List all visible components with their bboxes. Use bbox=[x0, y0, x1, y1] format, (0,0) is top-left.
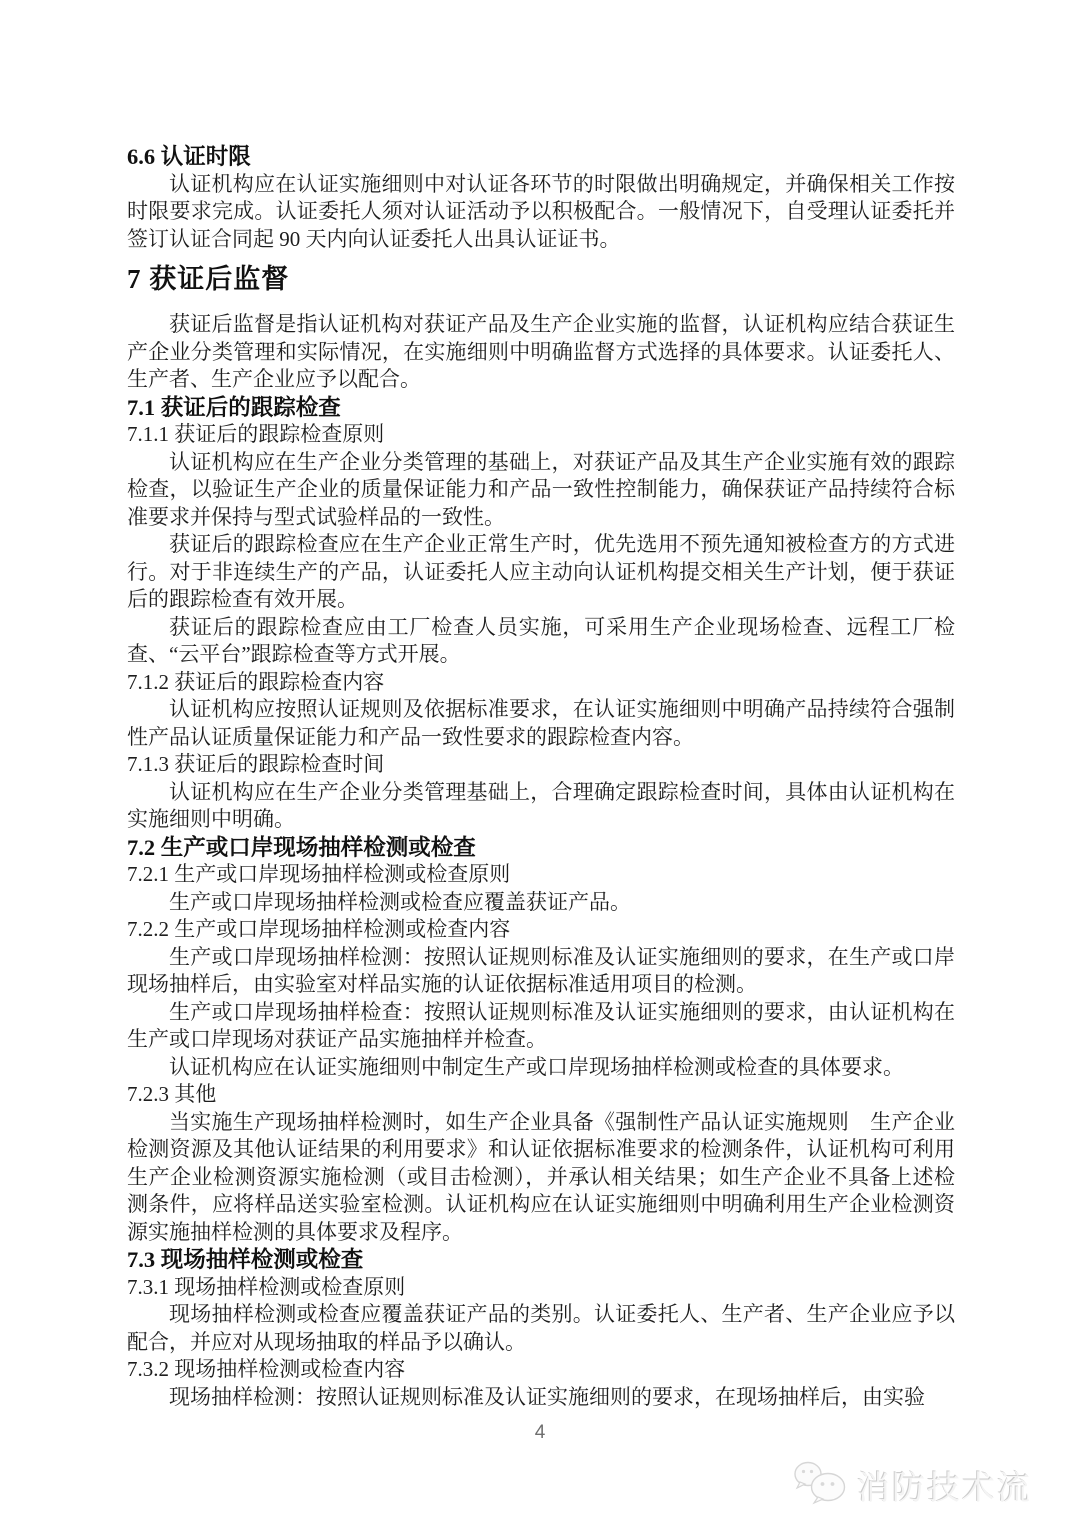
paragraph-para-7-1-2-1: 认证机构应按照认证规则及依据标准要求，在认证实施细则中明确产品持续符合强制性产品认证质量保证能力和产品一致性要求的跟踪检查内容。 bbox=[127, 697, 955, 749]
paragraph-para-7-2-2-3: 认证机构应在认证实施细则中制定生产或口岸现场抽样检测或检查的具体要求。 bbox=[169, 1054, 904, 1079]
section-heading-7-1-1: 7.1.1 获证后的跟踪检查原则 bbox=[127, 422, 385, 446]
paragraph-para-7-1-1-3: 获证后的跟踪检查应由工厂检查人员实施，可采用生产企业现场检查、远程工厂检查、“云平台”跟踪检查等方式开展。 bbox=[127, 614, 955, 666]
section-heading-7: 7 获证后监督 bbox=[127, 264, 290, 294]
paragraph-para-7-2-1-1: 生产或口岸现场抽样检测或检查应覆盖获证产品。 bbox=[169, 889, 631, 914]
paragraph-para-7-3-2-1: 现场抽样检测：按照认证规则标准及认证实施细则的要求，在现场抽样后，由实验 bbox=[169, 1384, 925, 1409]
document-content bbox=[127, 143, 955, 1411]
page-number: 4 bbox=[534, 1422, 546, 1443]
section-heading-7-3-1: 7.3.1 现场抽样检测或检查原则 bbox=[127, 1274, 406, 1299]
paragraph-para-7-1-3-1: 认证机构应在生产企业分类管理基础上，合理确定跟踪检查时间，具体由认证机构在实施细则中明确。 bbox=[127, 779, 955, 831]
section-heading-7-1-2: 7.1.2 获证后的跟踪检查内容 bbox=[127, 669, 385, 694]
section-heading-7-2-1: 7.2.1 生产或口岸现场抽样检测或检查原则 bbox=[127, 862, 511, 886]
section-heading-7-2-3: 7.2.3 其他 bbox=[127, 1082, 217, 1106]
paragraph-para-7-3-1-1: 现场抽样检测或检查应覆盖获证产品的类别。认证委托人、生产者、生产企业应予以配合，并应对从现场抽取的样品予以确认。 bbox=[127, 1302, 955, 1354]
wechat-icon bbox=[793, 1460, 847, 1511]
watermark-text: 消防技术流 bbox=[857, 1469, 1032, 1506]
section-heading-7-3-2: 7.3.2 现场抽样检测或检查内容 bbox=[127, 1357, 406, 1381]
paragraph-para-7-2-2-2: 生产或口岸现场抽样检查：按照认证规则标准及认证实施细则的要求，由认证机构在生产或口岸现场对获证产品实施抽样并检查。 bbox=[127, 999, 955, 1051]
paragraph-para-7-2-2-1: 生产或口岸现场抽样检测：按照认证规则标准及认证实施细则的要求，在生产或口岸现场抽样后，由实验室对样品实施的认证依据标准适用项目的检测。 bbox=[127, 944, 955, 996]
watermark bbox=[793, 1460, 1032, 1511]
section-heading-6-6: 6.6 认证时限 bbox=[127, 144, 251, 169]
paragraph-para-7-1-1-2: 获证后的跟踪检查应在生产企业正常生产时，优先选用不预先通知被检查方的方式进行。对于非连续生产的产品，认证委托人应主动向认证机构提交相关生产计划，便于获证后的跟踪检查有效开展。 bbox=[127, 532, 955, 611]
paragraph-para-6-6-1: 认证机构应在认证实施细则中对认证各环节的时限做出明确规定，并确保相关工作按时限要求完成。认证委托人须对认证活动予以积极配合。一般情况下，自受理认证委托并签订认证合同起 90 天内向认证委托人出具认证证书。 bbox=[127, 171, 955, 251]
section-heading-7-1: 7.1 获证后的跟踪检查 bbox=[127, 394, 341, 420]
section-heading-7-3: 7.3 现场抽样检测或检查 bbox=[127, 1247, 364, 1272]
paragraph-para-7-2-3-1: 当实施生产现场抽样检测时，如生产企业具备《强制性产品认证实施规则 生产企业检测资源及其他认证结果的利用要求》和认证依据标准要求的检测条件，认证机构可利用生产企业检测资源实施检测（或目击检测），并承认相关结果；如生产企业不具备上述检测条件，应将样品送实验室检测。认证机构应在认证实施细则中明确利用生产企业检测资源实施抽样检测的具体要求及程序。 bbox=[127, 1109, 955, 1244]
section-heading-7-2: 7.2 生产或口岸现场抽样检测或检查 bbox=[127, 834, 476, 860]
section-heading-7-1-3: 7.1.3 获证后的跟踪检查时间 bbox=[127, 752, 385, 776]
section-heading-7-2-2: 7.2.2 生产或口岸现场抽样检测或检查内容 bbox=[127, 917, 511, 941]
page-footer bbox=[0, 1422, 1080, 1444]
paragraph-para-7-1-1-1: 认证机构应在生产企业分类管理的基础上，对获证产品及其生产企业实施有效的跟踪检查，以验证生产企业的质量保证能力和产品一致性控制能力，确保获证产品持续符合标准要求并保持与型式试验样品的一致性。 bbox=[127, 449, 955, 529]
paragraph-para-7-1: 获证后监督是指认证机构对获证产品及生产企业实施的监督，认证机构应结合获证生产企业分类管理和实际情况，在实施细则中明确监督方式选择的具体要求。认证委托人、生产者、生产企业应予以配合。 bbox=[127, 312, 955, 391]
